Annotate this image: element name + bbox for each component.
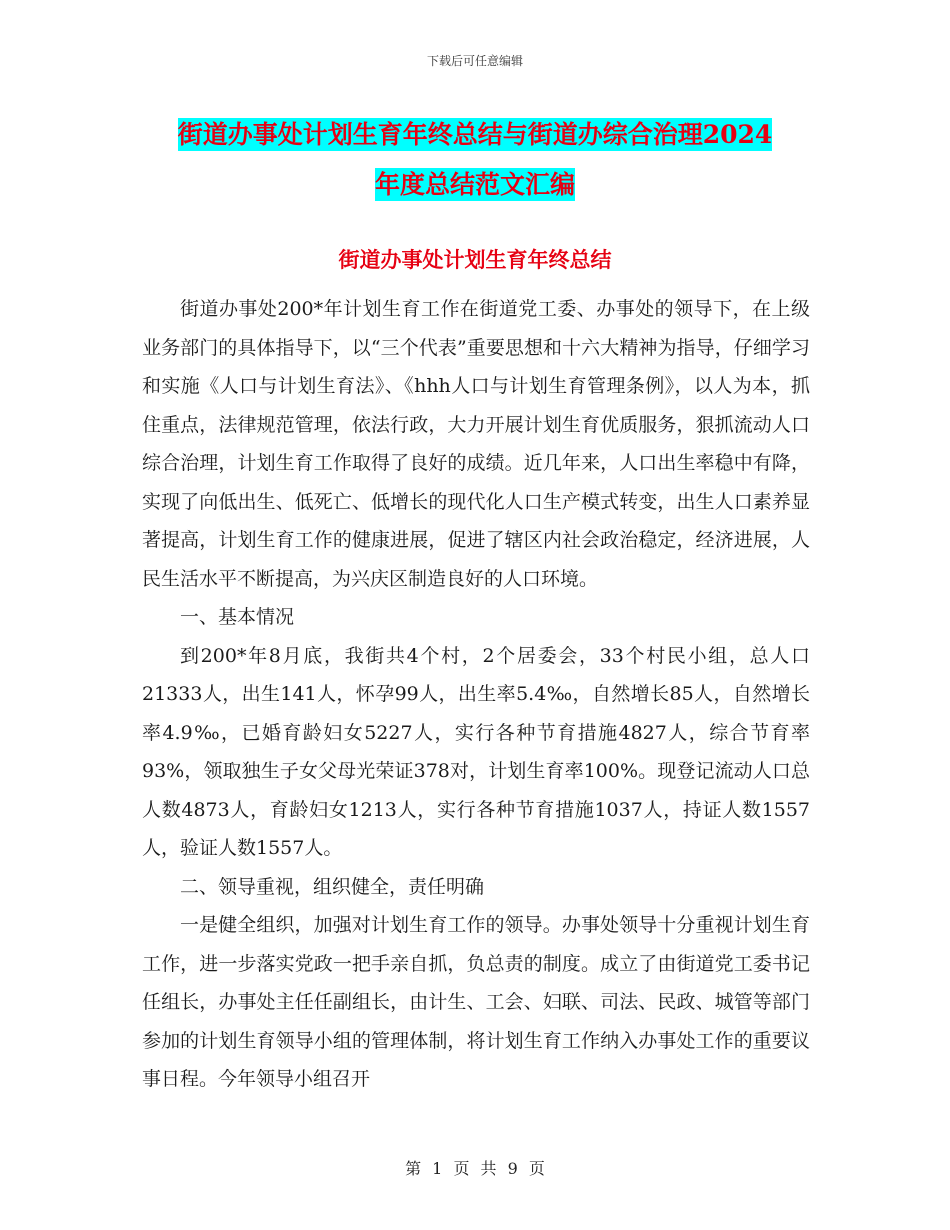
section-title: 街道办事处计划生育年终总结 [338,247,612,272]
page-header-note: 下载后可任意编辑 [426,54,523,68]
paragraph-intro: 街道办事处200*年计划生育工作在街道党工委、办事处的领导下，在上级业务部门的具体指导下，以“三个代表”重要思想和十六大精神为指导，仔细学习和实施《人口与计划生育法》、《hhh人口与计划生育管理条例》，以人为本，抓住重点，法律规范管理，依法行政，大力开展计划生育优质服务，狠抓流动人口综合治理，计划生育工作取得了良好的成绩。近几年来，人口出生率稳中有降，实现了向低出生、低死亡、低增长的现代化人口生产模式转变，出生人口素养显著提高，计划生育工作的健康进展，促进了辖区内社会政治稳定，经济进展，人民生活水平不断提高，为兴庆区制造良好的人口环境。 [142,298,810,590]
document-title-line-2: 年度总结范文汇编 [374,170,575,199]
page-number-indicator: 第 1 页 共 9 页 [405,1159,545,1178]
paragraph-statistics: 到200*年8月底，我街共4个村，2个居委会，33个村民小组，总人口21333人，出生141人，怀孕99人，出生率5.4‰，自然增长85人，自然增长率4.9‰，已婚育龄妇女5227人，实行各种节育措施4827人，综合节育率93%，领取独生子女父母光荣证378对，计划生育率100%。现登记流动人口总人数4873人，育龄妇女1213人，实行各种节育措施1037人，持证人数1557人，验证人数1557人。 [142,644,810,859]
heading-basic-situation: 一、基本情况 [180,606,295,628]
document-body [142,290,810,1099]
paragraph-organization: 一是健全组织，加强对计划生育工作的领导。办事处领导十分重视计划生育工作，进一步落实党政一把手亲自抓，负总责的制度。成立了由街道党工委书记任组长，办事处主任任副组长，由计生、工会、妇联、司法、民政、城管等部门参加的计划生育领导小组的管理体制，将计划生育工作纳入办事处工作的重要议事日程。今年领导小组召开 [142,914,810,1090]
heading-leadership: 二、领导重视，组织健全，责任明确 [180,875,485,898]
document-title [120,110,830,210]
document-title-line-1: 街道办事处计划生育年终总结与街道办综合治理2024 [177,120,773,149]
